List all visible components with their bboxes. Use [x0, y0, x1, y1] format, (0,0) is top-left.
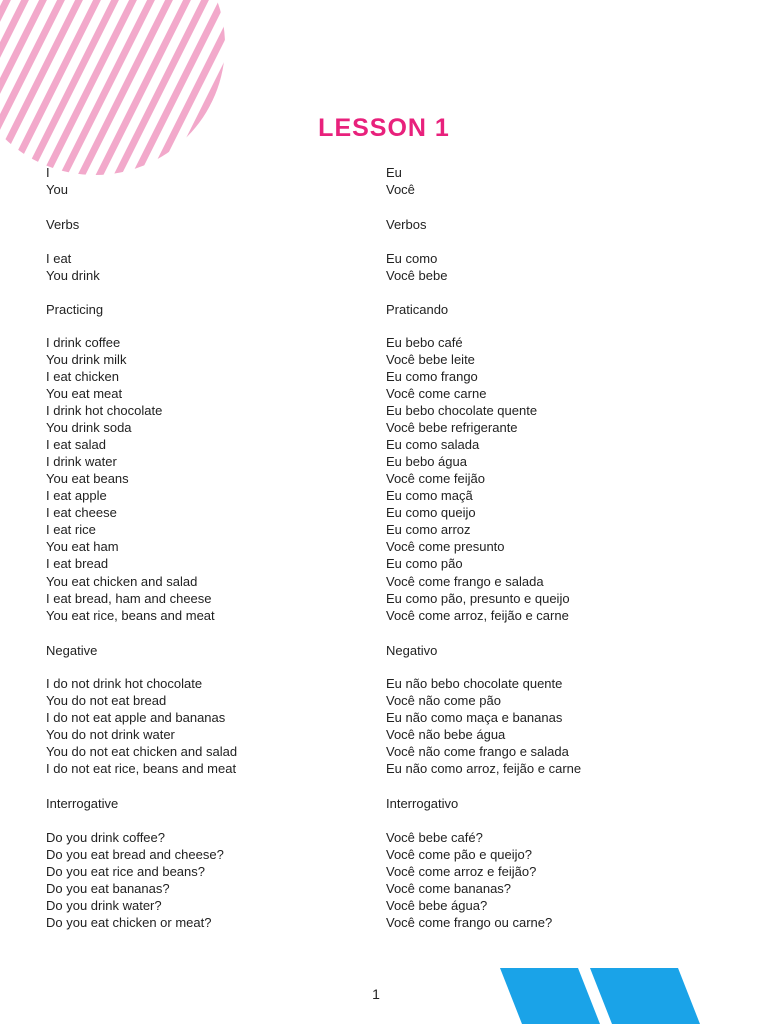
english-line: Do you drink coffee?: [46, 830, 165, 845]
portuguese-line: Você não bebe água: [386, 727, 506, 742]
english-line: I do not eat rice, beans and meat: [46, 761, 237, 776]
pink-stripe: [126, 0, 230, 220]
english-line: I eat bread: [46, 556, 109, 571]
portuguese-line: Negativo: [386, 643, 438, 658]
blue-bars-decoration: [490, 968, 768, 1024]
portuguese-line: Verbos: [386, 217, 427, 232]
portuguese-line: Eu como queijo: [386, 505, 476, 520]
pink-stripes-decoration: [0, 0, 230, 220]
english-line: I drink hot chocolate: [46, 403, 163, 418]
english-line: Do you eat rice and beans?: [46, 864, 205, 879]
english-line: You do not drink water: [46, 727, 175, 742]
english-line: I drink water: [46, 454, 117, 469]
portuguese-line: Você não come frango e salada: [386, 744, 569, 759]
english-line: Do you drink water?: [46, 898, 162, 913]
portuguese-line: Você come arroz e feijão?: [386, 864, 537, 879]
english-line: Do you eat bread and cheese?: [46, 847, 224, 862]
portuguese-line: Eu como salada: [386, 437, 480, 452]
portuguese-line: Eu não como maça e bananas: [386, 710, 563, 725]
portuguese-line: Você bebe café?: [386, 830, 483, 845]
portuguese-line: Praticando: [386, 302, 449, 317]
portuguese-line: Eu bebo água: [386, 454, 467, 469]
portuguese-line: Você bebe leite: [386, 352, 475, 367]
blue-bar-left: [500, 968, 600, 1024]
english-line: I eat salad: [46, 437, 106, 452]
portuguese-line: Você não come pão: [386, 693, 501, 708]
english-line: Do you eat chicken or meat?: [46, 915, 212, 930]
portuguese-line: Eu como arroz: [386, 522, 471, 537]
english-line: I eat apple: [46, 488, 107, 503]
english-line: I: [46, 165, 50, 180]
portuguese-line: Eu bebo café: [386, 335, 463, 350]
english-line: You: [46, 182, 68, 197]
portuguese-line: Você come presunto: [386, 539, 505, 554]
portuguese-line: Eu como pão: [386, 556, 463, 571]
portuguese-line: Interrogativo: [386, 796, 459, 811]
portuguese-line: Eu como maçã: [386, 488, 473, 503]
portuguese-line: Eu bebo chocolate quente: [386, 403, 538, 418]
english-line: You drink soda: [46, 420, 132, 435]
english-line: Do you eat bananas?: [46, 881, 170, 896]
portuguese-line: Eu não bebo chocolate quente: [386, 676, 563, 691]
english-line: Interrogative: [46, 796, 119, 811]
english-line: You eat chicken and salad: [46, 574, 198, 589]
portuguese-line: Você come pão e queijo?: [386, 847, 532, 862]
page-number: 1: [372, 986, 380, 1002]
english-line: You drink: [46, 268, 100, 283]
portuguese-line: Você come carne: [386, 386, 487, 401]
english-line: You do not eat chicken and salad: [46, 744, 238, 759]
blue-bar-right: [590, 968, 700, 1024]
english-line: Practicing: [46, 302, 104, 317]
english-line: You eat ham: [46, 539, 119, 554]
english-line: You do not eat bread: [46, 693, 167, 708]
portuguese-line: Eu não como arroz, feijão e carne: [386, 761, 582, 776]
english-line: You eat rice, beans and meat: [46, 608, 215, 623]
portuguese-line: Eu como: [386, 251, 438, 266]
english-line: You eat beans: [46, 471, 129, 486]
english-line: I eat bread, ham and cheese: [46, 591, 212, 606]
portuguese-line: Você bebe: [386, 268, 448, 283]
portuguese-line: Você come frango e salada: [386, 574, 544, 589]
portuguese-line: Você bebe água?: [386, 898, 488, 913]
english-line: I do not drink hot chocolate: [46, 676, 203, 691]
english-line: You drink milk: [46, 352, 127, 367]
english-line: I do not eat apple and bananas: [46, 710, 226, 725]
english-line: I eat chicken: [46, 369, 119, 384]
portuguese-line: Eu como pão, presunto e queijo: [386, 591, 570, 606]
portuguese-line: Eu: [386, 165, 402, 180]
english-line: I eat rice: [46, 522, 96, 537]
english-line: I eat cheese: [46, 505, 117, 520]
portuguese-line: Você come frango ou carne?: [386, 915, 553, 930]
portuguese-line: Você come feijão: [386, 471, 486, 486]
english-line: I eat: [46, 251, 72, 266]
english-line: I drink coffee: [46, 335, 121, 350]
portuguese-line: Você come bananas?: [386, 881, 512, 896]
portuguese-line: Eu como frango: [386, 369, 478, 384]
portuguese-line: Você bebe refrigerante: [386, 420, 518, 435]
lesson-title: LESSON 1: [318, 114, 450, 142]
english-line: You eat meat: [46, 386, 123, 401]
english-line: Negative: [46, 643, 98, 658]
english-line: Verbs: [46, 217, 80, 232]
portuguese-line: Você: [386, 182, 415, 197]
portuguese-line: Você come arroz, feijão e carne: [386, 608, 569, 623]
